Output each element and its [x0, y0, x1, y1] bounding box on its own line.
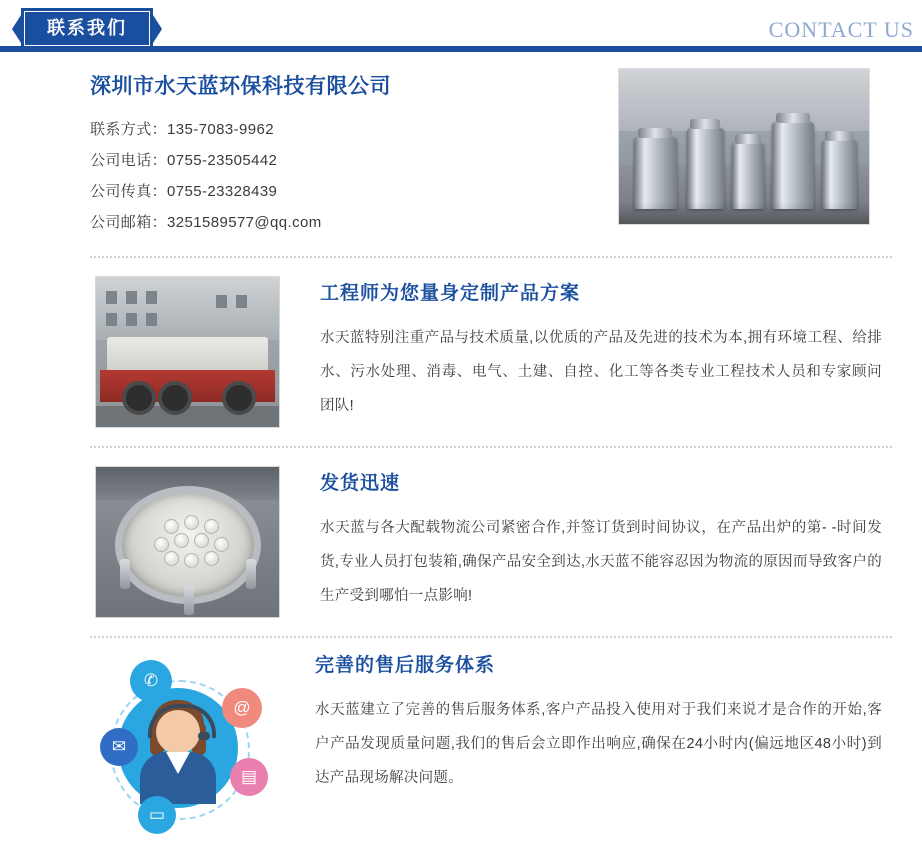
company-photo	[618, 68, 870, 225]
company-contact-email: 公司邮箱：3251589577@qq.com	[90, 214, 322, 231]
phone-icon: ✆	[130, 660, 172, 702]
feature-image-service	[90, 648, 290, 838]
window	[146, 313, 157, 326]
tab-main[interactable]	[21, 8, 153, 49]
window	[146, 291, 157, 304]
feature-text	[320, 276, 892, 428]
tab-label: 联系我们	[47, 18, 127, 38]
feature-body: 水天蓝与各大配载物流公司紧密合作,并签订货到时间协议，在产品出炉的第- -时间发货,专业人员打包装箱,确保产品安全到达,水天蓝不能容忍因为物流的原因而导致客户的生产受到哪怕一点影响!	[320, 520, 882, 604]
window	[236, 295, 247, 308]
photo-shadow	[619, 202, 869, 224]
filter-bag-port	[164, 551, 179, 566]
feature-image-truck	[95, 276, 280, 428]
company-contact-phone: 公司电话：0755-23505442	[90, 152, 278, 169]
tab-arrow-right-icon	[153, 15, 162, 43]
tab-inner	[24, 11, 150, 46]
filter-bag-port	[164, 519, 179, 534]
filter-bag-port	[204, 519, 219, 534]
filter-bag-port	[154, 537, 169, 552]
filter-vessel	[634, 137, 677, 208]
filter-bag-port	[174, 533, 189, 548]
chat-icon: ▭	[138, 796, 176, 834]
at-icon: @	[222, 688, 262, 728]
company-contact-mobile: 联系方式：135-7083-9962	[90, 121, 274, 138]
feature-body: 水天蓝特别注重产品与技术质量,以优质的产品及先进的技术为本,拥有环境工程、给排水、污水处理、消毒、电气、土建、自控、化工等各类专业工程技术人员和专家顾问团队!	[320, 330, 882, 414]
section-tab[interactable]	[12, 8, 162, 49]
filter-vessel	[732, 143, 765, 208]
feature-title: 发货迅速	[320, 473, 401, 494]
window	[106, 313, 117, 326]
cargo-load	[107, 337, 268, 372]
filter-bag-port	[184, 553, 199, 568]
window	[216, 295, 227, 308]
header-english-title: CONTACT US	[768, 17, 914, 42]
feature-text	[315, 648, 892, 838]
tank-clamp	[184, 585, 194, 615]
tab-arrow-left-icon	[12, 15, 21, 43]
page-content	[0, 52, 922, 838]
company-block	[0, 52, 922, 238]
filter-vessel	[772, 122, 815, 209]
building-backdrop	[96, 277, 279, 340]
truck-wheel	[122, 381, 156, 415]
document-icon: ▤	[230, 758, 268, 796]
tank-clamp	[120, 559, 130, 589]
microphone-icon	[198, 732, 210, 740]
window	[126, 313, 137, 326]
feature-row	[0, 638, 922, 838]
feature-row	[0, 258, 922, 428]
truck-wheel	[222, 381, 256, 415]
company-info	[90, 68, 618, 238]
company-name: 深圳市水天蓝环保科技有限公司	[90, 75, 391, 98]
filter-vessel	[687, 128, 725, 209]
feature-row	[0, 448, 922, 618]
feature-body: 水天蓝建立了完善的售后服务体系,客户产品投入使用对于我们来说才是合作的开始,客户产品发现质量问题,我们的售后会立即作出响应,确保在24小时内(偏远地区48小时)到达产品现场解决问题。	[315, 702, 882, 786]
window	[106, 291, 117, 304]
filter-bag-port	[194, 533, 209, 548]
filter-bag-port	[214, 537, 229, 552]
feature-title: 工程师为您量身定制产品方案	[320, 283, 581, 304]
company-contact-fax: 公司传真：0755-23328439	[90, 183, 278, 200]
mail-icon: ✉	[100, 728, 138, 766]
filter-bag-port	[184, 515, 199, 530]
feature-title: 完善的售后服务体系	[315, 655, 496, 676]
truck-wheel	[158, 381, 192, 415]
feature-image-tank	[95, 466, 280, 618]
photo-wall	[619, 69, 869, 131]
window	[126, 291, 137, 304]
feature-text	[320, 466, 892, 618]
header-underline	[0, 46, 922, 49]
filter-bag-port	[204, 551, 219, 566]
filter-vessel	[822, 140, 857, 208]
page-header	[0, 0, 922, 52]
tank-clamp	[246, 559, 256, 589]
